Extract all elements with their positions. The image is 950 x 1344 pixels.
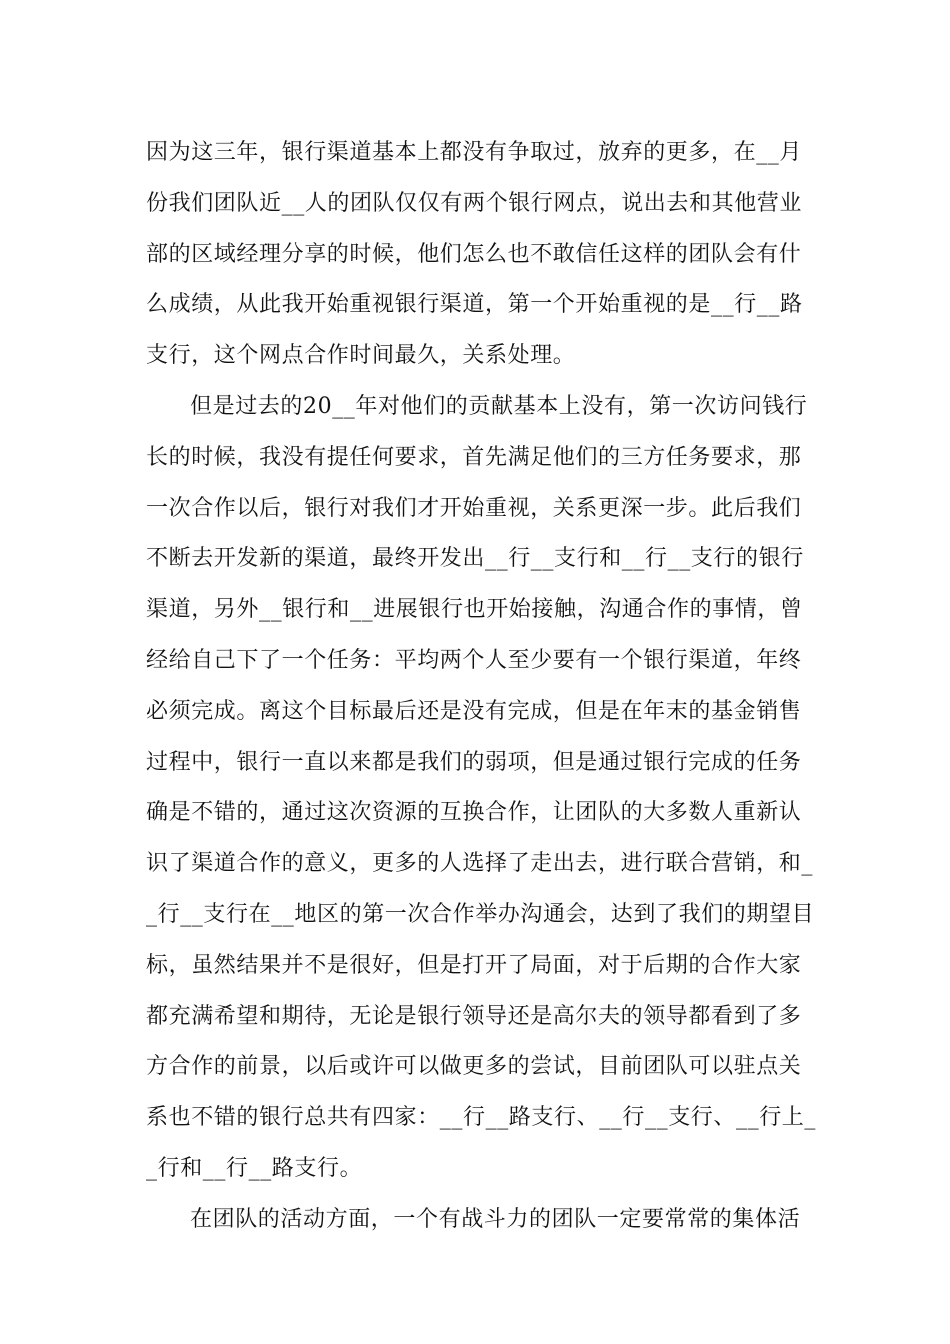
paragraph-1-line-4: 么成绩，从此我开始重视银行渠道，第一个开始重视的是__行__路 bbox=[146, 292, 803, 318]
paragraph-2-line-3: 一次合作以后，银行对我们才开始重视，关系更深一步。此后我们 bbox=[146, 495, 802, 521]
paragraph-1-line-3: 部的区域经理分享的时候，他们怎么也不敢信任这样的团队会有什 bbox=[146, 241, 802, 267]
paragraph-3-line-1: 在团队的活动方面，一个有战斗力的团队一定要常常的集体活 bbox=[190, 1206, 801, 1232]
paragraph-2-line-11: _行__支行在__地区的第一次合作举办沟通会，达到了我们的期望目 bbox=[146, 901, 815, 927]
paragraph-2-line-6: 经给自己下了一个任务：平均两个人至少要有一个银行渠道，年终 bbox=[146, 647, 802, 673]
paragraph-2-line-14: 方合作的前景，以后或许可以做更多的尝试，目前团队可以驻点关 bbox=[146, 1054, 802, 1080]
paragraph-2-line-10: 识了渠道合作的意义，更多的人选择了走出去，进行联合营销，和_ bbox=[146, 851, 814, 877]
paragraph-2-line-15: 系也不错的银行总共有四家：__行__路支行、__行__支行、__行上_ bbox=[146, 1105, 817, 1131]
paragraph-2-line-2: 长的时候，我没有提任何要求，首先满足他们的三方任务要求，那 bbox=[146, 444, 802, 470]
document-body bbox=[146, 128, 816, 1246]
paragraph-2-line-8: 过程中，银行一直以来都是我们的弱项，但是通过银行完成的任务 bbox=[146, 749, 802, 775]
paragraph-2-line-5: 渠道，另外__银行和__进展银行也开始接触，沟通合作的事情，曾 bbox=[146, 597, 803, 623]
paragraph-2-line-7: 必须完成。离这个目标最后还是没有完成，但是在年末的基金销售 bbox=[146, 698, 802, 724]
paragraph-1-line-5: 支行，这个网点合作时间最久，关系处理。 bbox=[146, 343, 576, 369]
paragraph-2-line-1: 但是过去的20__年对他们的贡献基本上没有，第一次访问钱行 bbox=[190, 393, 808, 419]
paragraph-2-line-13: 都充满希望和期待，无论是银行领导还是高尔夫的领导都看到了多 bbox=[146, 1003, 802, 1029]
paragraph-1-line-2: 份我们团队近__人的团队仅仅有两个银行网点，说出去和其他营业 bbox=[146, 190, 803, 216]
paragraph-2-line-16: _行和__行__路支行。 bbox=[146, 1155, 363, 1181]
paragraph-2-line-9: 确是不错的，通过这次资源的互换合作，让团队的大多数人重新认 bbox=[146, 800, 802, 826]
paragraph-2-line-4: 不断去开发新的渠道，最终开发出__行__支行和__行__支行的银行 bbox=[146, 546, 804, 572]
paragraph-2-line-12: 标，虽然结果并不是很好，但是打开了局面，对于后期的合作大家 bbox=[146, 952, 802, 978]
paragraph-1-line-1: 因为这三年，银行渠道基本上都没有争取过，放弃的更多，在__月 bbox=[146, 140, 803, 165]
